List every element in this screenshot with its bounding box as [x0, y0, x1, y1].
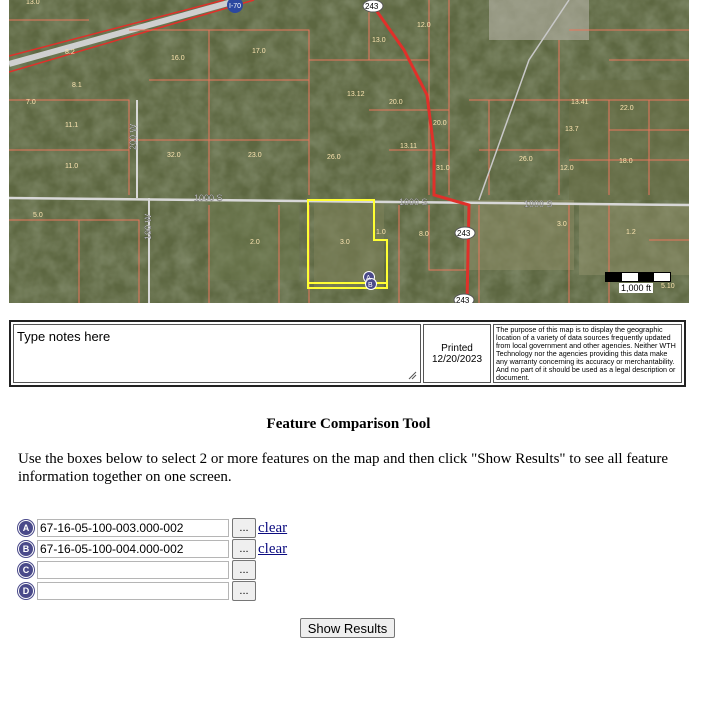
svg-text:5.10: 5.10	[661, 283, 675, 290]
svg-text:13.0: 13.0	[372, 37, 386, 44]
svg-text:8.1: 8.1	[72, 82, 82, 89]
disclaimer-text: The purpose of this map is to display the geographic location of a variety of data sources frequently updated from local government and other agencies. Neither WTH Technology nor the agencies providing this data make any warranty concerning its accuracy or merchantability. And no part of it should be used as a legal description or document.	[493, 324, 682, 383]
feature-a-browse-button[interactable]: ...	[232, 518, 256, 538]
feature-c-input[interactable]	[37, 561, 229, 579]
svg-text:200 W: 200 W	[128, 123, 138, 150]
feature-b-clear-link[interactable]: clear	[258, 540, 288, 557]
svg-text:13.41: 13.41	[571, 99, 589, 106]
svg-text:13.0: 13.0	[26, 0, 40, 6]
svg-text:20.0: 20.0	[433, 120, 447, 127]
svg-text:3.0: 3.0	[340, 239, 350, 246]
svg-text:17.0: 17.0	[252, 48, 266, 55]
feature-b-input[interactable]	[37, 540, 229, 558]
svg-text:1.2: 1.2	[626, 229, 636, 236]
svg-text:31.0: 31.0	[436, 165, 450, 172]
svg-text:26.0: 26.0	[519, 156, 533, 163]
feature-d-badge-icon: D	[18, 583, 34, 599]
svg-text:243: 243	[457, 229, 471, 238]
tool-instructions: Use the boxes below to select 2 or more features on the map and then click "Show Results" to see all feature information together on one screen.	[18, 451, 668, 485]
svg-text:12.0: 12.0	[560, 165, 574, 172]
svg-text:13.7: 13.7	[565, 126, 579, 133]
feature-row-a	[18, 518, 287, 538]
feature-row-c	[18, 560, 256, 580]
printed-label: Printed	[441, 342, 473, 354]
svg-text:243: 243	[456, 296, 470, 303]
svg-text:8.0: 8.0	[419, 231, 429, 238]
svg-text:13.11: 13.11	[400, 143, 417, 150]
feature-row-b	[18, 539, 287, 559]
svg-text:7.0: 7.0	[26, 99, 36, 106]
scale-bar	[605, 272, 671, 282]
svg-text:23.0: 23.0	[248, 152, 262, 159]
svg-text:8.2: 8.2	[65, 49, 75, 56]
svg-text:3.0: 3.0	[557, 221, 567, 228]
svg-text:13.12: 13.12	[347, 91, 365, 98]
feature-c-browse-button[interactable]: ...	[232, 560, 256, 580]
svg-text:5.0: 5.0	[33, 212, 43, 219]
tool-title: Feature Comparison Tool	[266, 416, 431, 432]
marker-b-label: B	[368, 282, 373, 289]
parcel-map[interactable]	[9, 0, 689, 303]
feature-b-badge-icon: B	[18, 541, 34, 557]
resize-handle-icon[interactable]	[407, 370, 417, 380]
printed-date: 12/20/2023	[431, 353, 483, 365]
svg-text:16.0: 16.0	[171, 55, 185, 62]
svg-text:26.0: 26.0	[327, 154, 341, 161]
feature-a-clear-link[interactable]: clear	[258, 519, 288, 536]
feature-a-input[interactable]	[37, 519, 229, 537]
feature-d-browse-button[interactable]: ...	[232, 581, 256, 601]
svg-text:11.1: 11.1	[65, 122, 79, 129]
svg-text:12.0: 12.0	[417, 22, 431, 29]
notes-text: Type notes here	[17, 329, 111, 344]
svg-text:2.0: 2.0	[250, 239, 260, 246]
svg-text:18.0: 18.0	[619, 158, 633, 165]
feature-d-input[interactable]	[37, 582, 229, 600]
aerial-imagery	[9, 0, 689, 303]
feature-c-badge-icon: C	[18, 562, 34, 578]
print-info-box	[9, 320, 686, 387]
printed-date-cell	[423, 324, 491, 383]
svg-text:1000 S: 1000 S	[399, 197, 428, 207]
svg-text:243: 243	[365, 2, 379, 11]
notes-textarea[interactable]	[13, 324, 421, 383]
svg-text:I-70: I-70	[229, 3, 242, 10]
marker-a-label: A	[366, 275, 371, 282]
feature-b-browse-button[interactable]: ...	[232, 539, 256, 559]
svg-text:1000 S: 1000 S	[524, 199, 553, 209]
svg-text:11.0: 11.0	[65, 163, 79, 170]
svg-text:190 W: 190 W	[143, 213, 153, 240]
svg-text:1.0: 1.0	[376, 229, 386, 236]
svg-text:1000 S: 1000 S	[194, 193, 223, 203]
feature-a-badge-icon: A	[18, 520, 34, 536]
svg-text:32.0: 32.0	[167, 152, 181, 159]
scale-label: 1,000 ft	[621, 283, 652, 293]
svg-text:20.0: 20.0	[389, 99, 403, 106]
svg-text:22.0: 22.0	[620, 105, 634, 112]
feature-row-d	[18, 581, 256, 601]
show-results-button[interactable]: Show Results	[300, 618, 395, 638]
